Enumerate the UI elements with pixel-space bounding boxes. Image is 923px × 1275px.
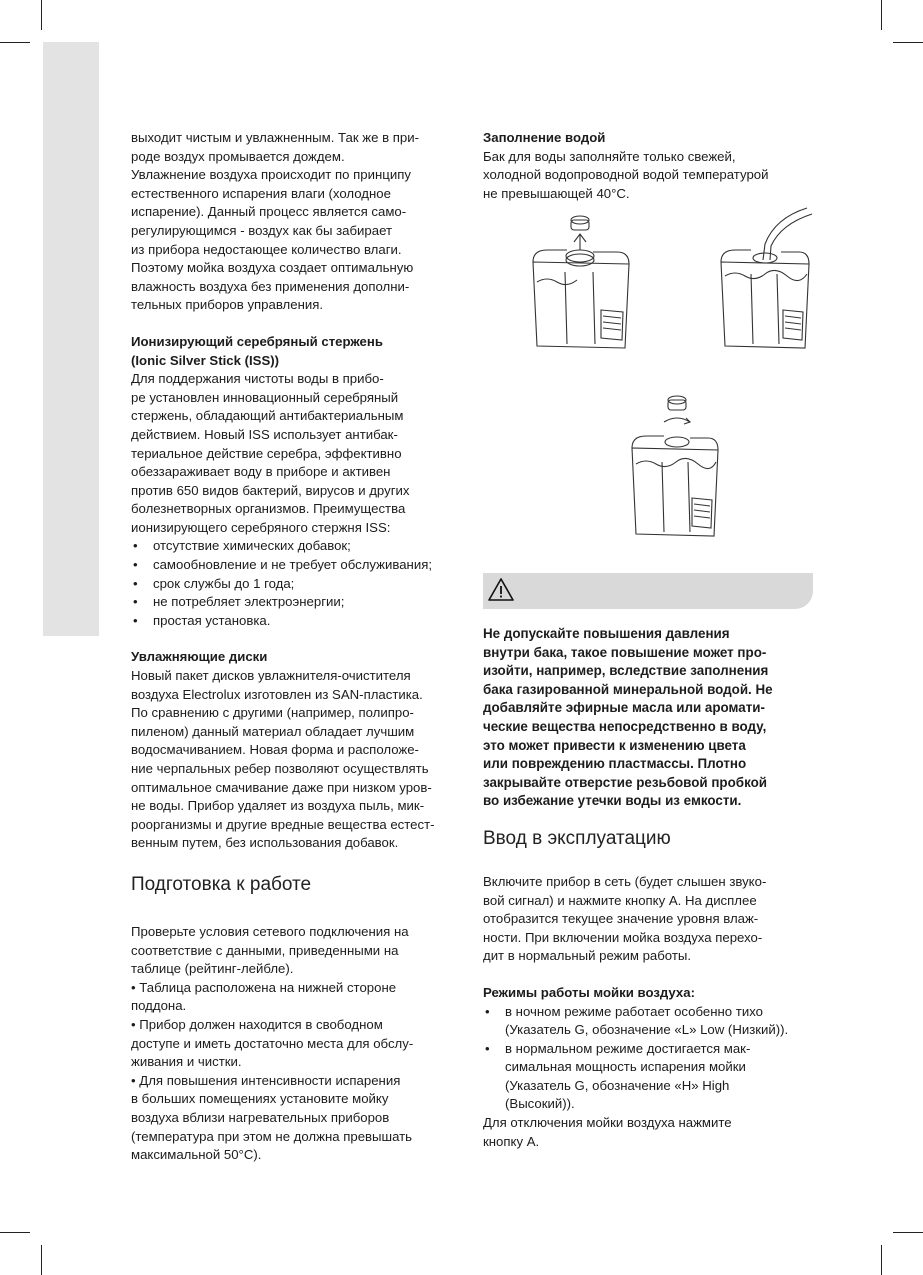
crop-mark — [881, 0, 882, 30]
fill-heading: Заполнение водой — [483, 130, 606, 145]
discs-paragraph: Новый пакет дисков увлажнителя-очистителя воздуха Electrolux изготовлен из SAN-пластика. По сравнению с другими (например, полипро- пиленом) данный материал обладает лучшим водосмачиванием. Новая форма и расположе- ние черпальных ребер позволяют осуществлять оптимальное смачивание даже при низком уров- не воды. Прибор удаляет из воздуха пыль, мик- роорганизмы и другие вредные вещества естест- венным путем, без использования добавок. — [131, 668, 435, 851]
fill-paragraph: Бак для воды заполняйте только свежей, холодной водопроводной водой температурой не превышающей 40°С. — [483, 148, 769, 201]
crop-mark — [881, 1245, 882, 1275]
list-item: • отсутствие химических добавок; — [131, 537, 466, 556]
discs-heading: Увлажняющие диски — [131, 649, 268, 665]
warning-text: Не допускайте повышения давления внутри бака, такое повышение может про- изойти, например, вследствие заполнения бака газированной минеральной водой. Не добавляйте эфирные масла или аромати- ческие вещества непосредственно в воду, это может привести к изменению цвета или повреждению пластмассы. Плотно закрывайте отверстие резьбовой пробкой во избежание утечки воды из емкости. — [483, 626, 773, 809]
tank-cap-removed-illustration — [527, 212, 637, 352]
iss-paragraph: Для поддержания чистоты воды в прибо- ре установлен инновационный серебряный стержень, обладающий антибактериальным действием. Новый ISS использует антибак- териальное действие серебра, эффективно обеззараживает воду в приборе и активен против 650 видов бактерий, вирусов и других болезнетворных организмов. Преимущества ионизирующего серебряного стержня ISS: — [131, 371, 410, 535]
list-item: • не потребляет электроэнергии; — [131, 593, 466, 612]
list-item: • в нормальном режиме достигается мак- — [483, 1040, 823, 1059]
intro-paragraph: выходит чистым и увлажненным. Так же в при- роде воздух промывается дождем. Увлажнение воздуха происходит по принципу естественного испарения влаги (холодное испарение). Данный процесс является само- регулирующимся - воздух как бы забирает из прибора недостающее количество влаги. Поэтому мойка воздуха создает оптимальную влажность воздуха без применения дополни- тельных приборов управления. — [131, 130, 420, 313]
section-side-tab — [43, 42, 99, 636]
right-column-top — [483, 129, 823, 203]
right-column-bottom — [483, 625, 823, 1151]
crop-mark — [0, 1232, 30, 1233]
list-item: • самообновление и не требует обслуживания; — [131, 556, 466, 575]
iss-benefits-list — [131, 537, 466, 630]
crop-mark — [893, 1232, 923, 1233]
modes-list: • в ночном режиме работает особенно тихо (Указатель G, обозначение «L» Low (Низкий)). • в нормальном режиме достигается мак- симальная мощность испарения мойки (Указатель G, обозначение «H» High (Высокий)). — [483, 1003, 823, 1115]
crop-mark — [41, 1245, 42, 1275]
iss-heading: Ионизирующий серебряный стержень (Ionic Silver Stick (ISS)) — [131, 333, 383, 368]
crop-mark — [41, 0, 42, 30]
list-item: • в ночном режиме работает особенно тихо — [483, 1003, 823, 1022]
warning-triangle-icon — [487, 577, 515, 603]
crop-mark — [0, 42, 30, 43]
startup-paragraph: Включите прибор в сеть (будет слышен звуко- вой сигнал) и нажмите кнопку А. На дисплее отобразится текущее значение уровня влаж- ности. При включении мойка воздуха перехо- дит в нормальный режим работы. — [483, 873, 767, 964]
modes-heading: Режимы работы мойки воздуха: — [483, 984, 695, 1000]
left-column — [131, 129, 466, 1165]
crop-mark — [893, 42, 923, 43]
startup-heading: Ввод в эксплуатацию — [483, 827, 671, 849]
preparation-heading: Подготовка к работе — [131, 873, 312, 895]
list-item: • срок службы до 1 года; — [131, 575, 466, 594]
switch-off-paragraph: Для отключения мойки воздуха нажмите кнопку А. — [483, 1115, 732, 1149]
tank-filling-illustration — [715, 204, 815, 354]
preparation-paragraph: Проверьте условия сетевого подключения на соответствие с данными, приведенными на таблице (рейтинг-лейбле). • Таблица расположена на нижней стороне поддона. • Прибор должен находится в свободном доступе и иметь достаточно места для обслу- живания и чистки. • Для повышения интенсивности испарения в больших помещениях установите мойку воздуха вблизи нагревательных приборов (температура при этом не должна превышать максимальной 50°С). — [131, 923, 414, 1163]
warning-bar — [483, 573, 813, 609]
tank-cap-closing-illustration — [626, 392, 726, 542]
list-item: • простая установка. — [131, 612, 466, 631]
